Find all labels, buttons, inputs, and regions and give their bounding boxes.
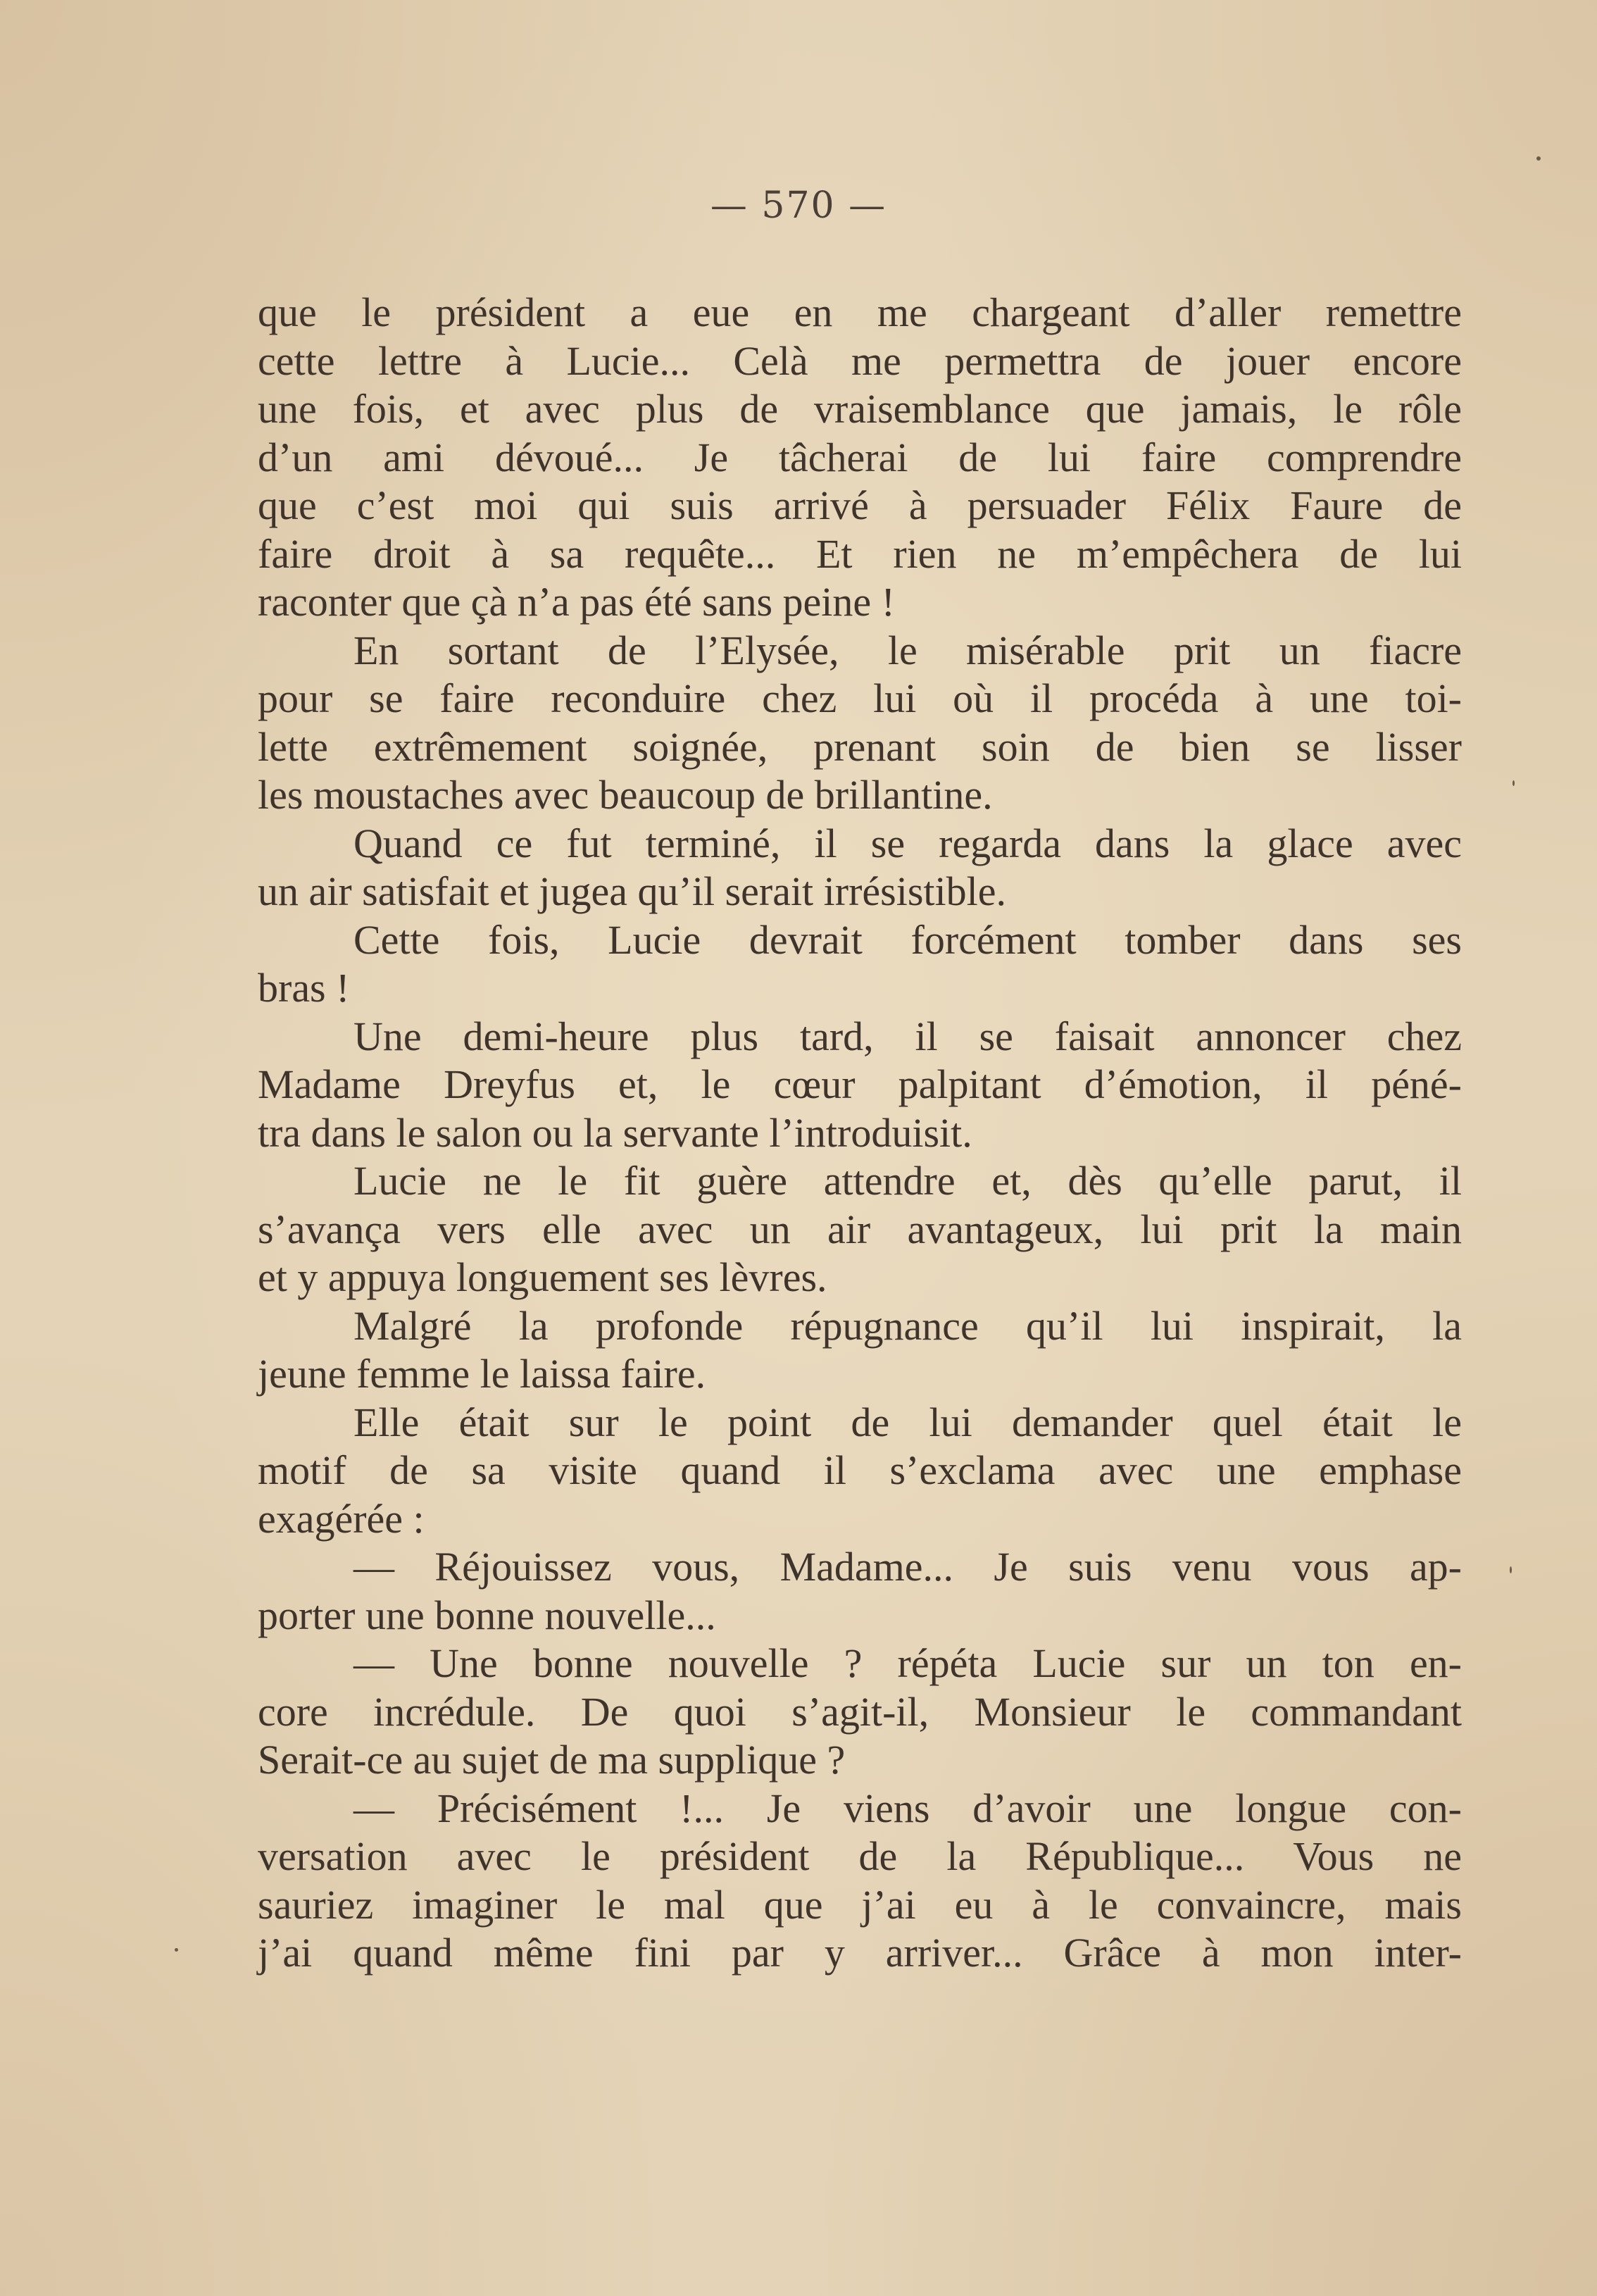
text-line: les moustaches avec beaucoup de brillantine. — [258, 772, 993, 818]
text-line: Serait-ce au sujet de ma supplique ? — [258, 1737, 846, 1783]
text-line: core incrédule. De quoi s’agit-il, Monsieur le commandant — [258, 1688, 1462, 1735]
text-line: sauriez imaginer le mal que j’ai eu à le convaincre, mais — [258, 1881, 1462, 1928]
text-line: pour se faire reconduire chez lui où il procéda à une toi- — [258, 675, 1462, 721]
text-line: lette extrêmement soignée, prenant soin de bien se lisser — [258, 723, 1462, 770]
text-line: jeune femme le laissa faire. — [258, 1351, 706, 1397]
paper-speck — [1513, 780, 1515, 786]
text-line: une fois, et avec plus de vraisemblance que jamais, le rôle — [258, 386, 1462, 432]
text-line: Madame Dreyfus et, le cœur palpitant d’émotion, il péné- — [258, 1061, 1462, 1107]
text-line: j’ai quand même fini par y arriver... Grâce à mon inter- — [258, 1930, 1462, 1976]
body-text — [258, 289, 1462, 1978]
paper-speck — [1536, 156, 1541, 161]
text-line: — Une bonne nouvelle ? répéta Lucie sur un ton en- — [353, 1640, 1462, 1686]
text-line: cette lettre à Lucie... Celà me permettra de jouer encore — [258, 337, 1462, 384]
text-line: Lucie ne le fit guère attendre et, dès qu’elle parut, il — [353, 1158, 1462, 1204]
text-line: Quand ce fut terminé, il se regarda dans la glace avec — [353, 820, 1462, 866]
paper-speck — [1510, 1566, 1512, 1573]
text-line: — Réjouissez vous, Madame... Je suis venu vous ap- — [353, 1544, 1462, 1590]
text-line: raconter que çà n’a pas été sans peine ! — [258, 579, 895, 625]
text-line: faire droit à sa requête... Et rien ne m’empêchera de lui — [258, 530, 1462, 577]
text-line: porter une bonne nouvelle... — [258, 1592, 716, 1638]
paper-speck — [175, 1948, 178, 1952]
text-line: que le président a eue en me chargeant d’aller remettre — [258, 289, 1462, 335]
text-line: Malgré la profonde répugnance qu’il lui inspirait, la — [353, 1302, 1462, 1349]
text-line: En sortant de l’Elysée, le misérable prit un fiacre — [353, 627, 1462, 673]
text-line: bras ! — [258, 965, 350, 1011]
text-line: exagérée : — [258, 1495, 425, 1542]
text-line: que c’est moi qui suis arrivé à persuader Félix Faure de — [258, 482, 1462, 528]
text-line: Elle était sur le point de lui demander quel était le — [353, 1399, 1462, 1445]
text-line: Une demi-heure plus tard, il se faisait annoncer chez — [353, 1013, 1462, 1059]
text-line: s’avança vers elle avec un air avantageux, lui prit la main — [258, 1206, 1462, 1252]
text-line: et y appuya longuement ses lèvres. — [258, 1254, 827, 1300]
text-line: motif de sa visite quand il s’exclama avec une emphase — [258, 1447, 1462, 1493]
text-line: — Précisément !... Je viens d’avoir une longue con- — [353, 1785, 1462, 1831]
text-line: un air satisfait et jugea qu’il serait irrésistible. — [258, 868, 1007, 914]
text-line: d’un ami dévoué... Je tâcherai de lui faire comprendre — [258, 434, 1462, 480]
text-line: tra dans le salon ou la servante l’introduisit. — [258, 1109, 972, 1156]
text-line: versation avec le président de la République... Vous ne — [258, 1833, 1462, 1879]
page-number: — 570 — — [710, 185, 887, 227]
text-line: Cette fois, Lucie devrait forcément tomber dans ses — [353, 916, 1462, 963]
